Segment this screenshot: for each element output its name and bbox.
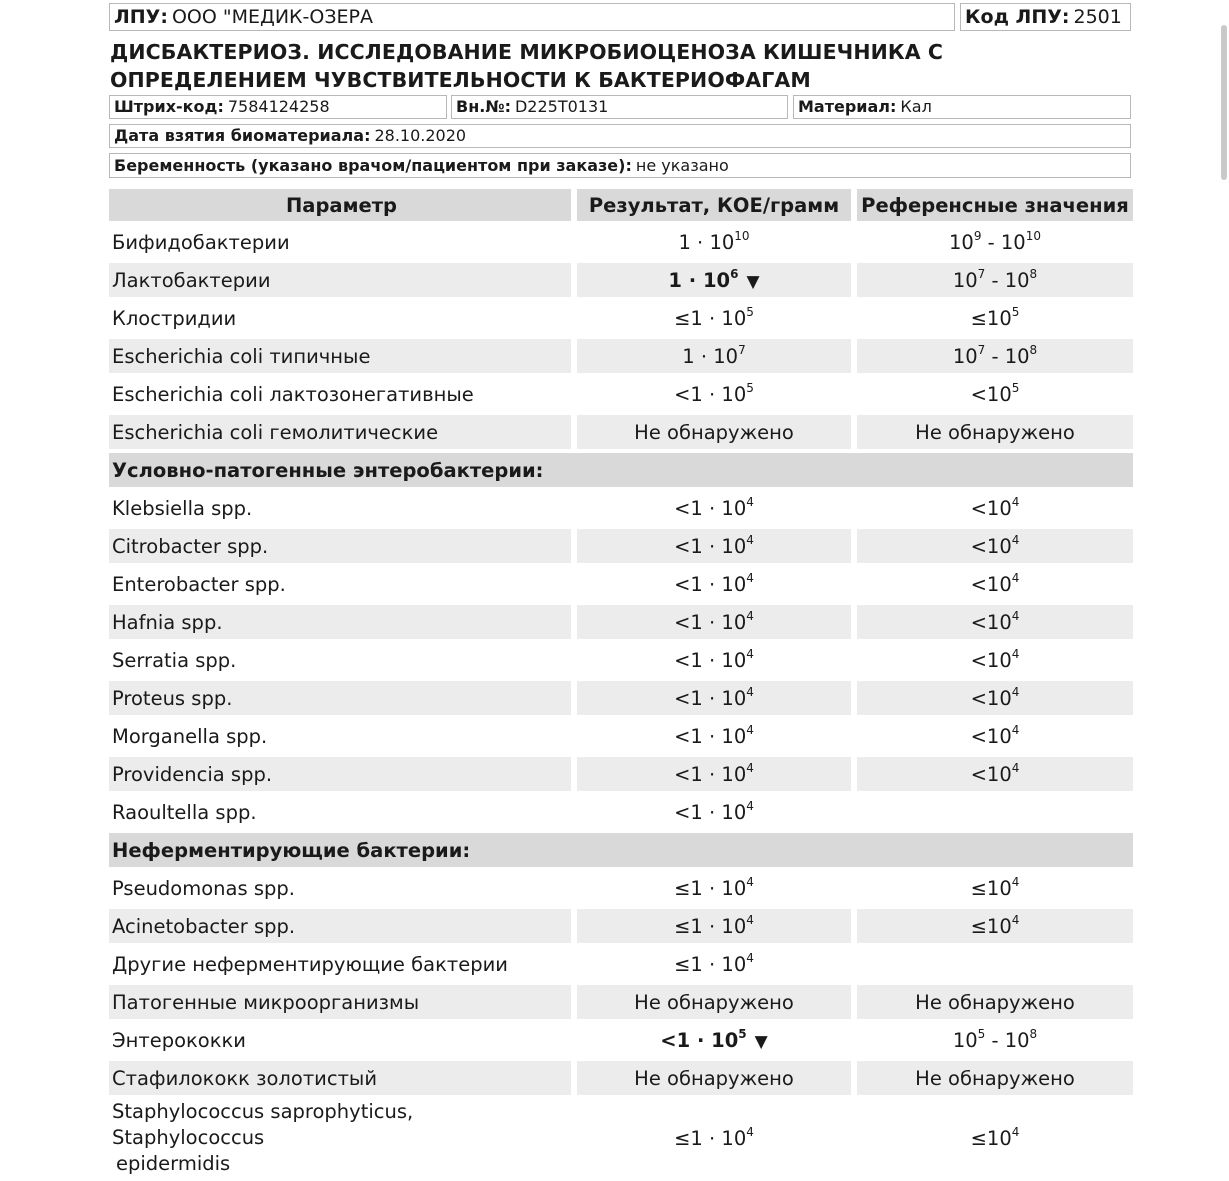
- table-row: [109, 225, 1133, 259]
- row-name: Патогенные микроорганизмы: [109, 985, 571, 1019]
- row-reference: $\le 10^4$: [857, 909, 1133, 943]
- row-name: Бифидобактерии: [112, 230, 290, 254]
- row-result: $\le 1 \cdot 10^5$: [674, 305, 754, 330]
- section-row: [109, 453, 1133, 487]
- below-normal-icon: ▼: [746, 271, 760, 292]
- header-reference: Референсные значения: [857, 189, 1133, 221]
- table-row: [109, 909, 1133, 943]
- row-result: $<1 \cdot 10^4$: [674, 571, 754, 596]
- row-result: $<1 \cdot 10^4$: [577, 757, 851, 791]
- row-name: Escherichia coli гемолитические: [109, 415, 571, 449]
- inner-number-value: D225T0131: [514, 97, 609, 116]
- row-name: Providencia spp.: [109, 757, 571, 791]
- row-name: Стафилококк золотистый: [109, 1061, 571, 1095]
- table-row: [109, 795, 1133, 829]
- row-result: $1 \cdot 10^7$: [577, 339, 851, 373]
- row-name: Morganella spp.: [112, 724, 268, 748]
- pregnancy-value: не указано: [635, 155, 729, 175]
- row-name: Энтерококки: [112, 1028, 246, 1052]
- table-row: [109, 263, 1133, 297]
- row-reference: $<10^4$: [970, 571, 1020, 596]
- table-row: [109, 301, 1133, 335]
- table-row: [109, 339, 1133, 373]
- row-result: $\le 1 \cdot 10^4$: [577, 909, 851, 943]
- row-reference: $<10^4$: [857, 681, 1133, 715]
- collection-date-field: [109, 124, 1131, 148]
- results-table: [109, 185, 1133, 1181]
- row-reference: Не обнаружено: [857, 985, 1133, 1019]
- row-result: $1 \cdot 10^{10}$: [678, 229, 750, 254]
- table-row: [109, 985, 1133, 1019]
- row-reference: $\le 10^5$: [970, 305, 1020, 330]
- lpu-code-value: 2501: [1073, 5, 1122, 28]
- row-result: $<1 \cdot 10^4$: [674, 799, 754, 824]
- table-row: [109, 491, 1133, 525]
- row-name: Serratia spp.: [112, 648, 237, 672]
- collection-date-value: 28.10.2020: [374, 126, 467, 145]
- pregnancy-label: Беременность (указано врачом/пациентом при заказе):: [114, 155, 632, 175]
- row-reference: [857, 795, 1133, 829]
- row-result: Не обнаружено: [577, 415, 851, 449]
- material-field: [793, 95, 1131, 119]
- lpu-field: [109, 3, 955, 31]
- row-name: Hafnia spp.: [109, 605, 571, 639]
- table-row: [109, 1061, 1133, 1095]
- table-row: [109, 871, 1133, 905]
- table-header-row: [109, 189, 1133, 221]
- table-row: [109, 1023, 1133, 1057]
- row-reference: $<10^4$: [857, 605, 1133, 639]
- row-name: Лактобактерии: [109, 263, 571, 297]
- section-row: [109, 833, 1133, 867]
- row-result: $\le 1 \cdot 10^4$: [674, 875, 754, 900]
- inner-number-label: Вн.№:: [456, 97, 511, 116]
- row-reference: $<10^4$: [857, 757, 1133, 791]
- row-name: Raoultella spp.: [112, 800, 257, 824]
- material-label: Материал:: [798, 97, 897, 116]
- row-result: $\le 1 \cdot 10^4$: [674, 951, 754, 976]
- lpu-code-field: [960, 3, 1131, 31]
- table-row: [109, 415, 1133, 449]
- row-result: Не обнаружено: [577, 985, 851, 1019]
- row-reference: $<10^4$: [857, 529, 1133, 563]
- scrollbar[interactable]: [1221, 25, 1227, 180]
- row-result: Не обнаружено: [577, 1061, 851, 1095]
- row-reference: $<10^4$: [970, 723, 1020, 748]
- row-reference: $<10^4$: [970, 495, 1020, 520]
- table-row: [109, 719, 1133, 753]
- row-result: $1 \cdot 10^6$ ▼: [577, 263, 851, 297]
- table-row: [109, 567, 1133, 601]
- barcode-field: [109, 95, 447, 119]
- below-normal-icon: ▼: [754, 1031, 768, 1052]
- row-reference: Не обнаружено: [857, 415, 1133, 449]
- row-reference: $10^9 - 10^{10}$: [949, 229, 1041, 254]
- row-result: $<1 \cdot 10^4$: [674, 495, 754, 520]
- table-row: [109, 757, 1133, 791]
- row-result: $<1 \cdot 10^4$: [577, 529, 851, 563]
- table-row: [109, 1099, 1133, 1177]
- row-reference: [857, 947, 1133, 981]
- row-name: Proteus spp.: [109, 681, 571, 715]
- document-title: ДИСБАКТЕРИОЗ. ИССЛЕДОВАНИЕ МИКРОБИОЦЕНОЗА КИШЕЧНИКА С ОПРЕДЕЛЕНИЕМ ЧУВСТВИТЕЛЬНОСТИ К БАКТЕРИОФАГАМ: [110, 40, 944, 92]
- table-row: [109, 947, 1133, 981]
- row-name: Escherichia coli типичные: [109, 339, 571, 373]
- row-name: Pseudomonas spp.: [112, 876, 295, 900]
- table-row: [109, 529, 1133, 563]
- inner-number-field: [451, 95, 788, 119]
- barcode-label: Штрих-код:: [114, 97, 224, 116]
- section-title-opportunistic: Условно-патогенные энтеробактерии:: [109, 453, 1133, 487]
- row-reference: $10^7 - 10^8$: [857, 263, 1133, 297]
- row-name: Klebsiella spp.: [112, 496, 253, 520]
- row-name: Acinetobacter spp.: [109, 909, 571, 943]
- row-reference: Не обнаружено: [857, 1061, 1133, 1095]
- row-name: Citrobacter spp.: [109, 529, 571, 563]
- row-name: Клостридии: [112, 306, 237, 330]
- header-parameter: Параметр: [109, 189, 571, 221]
- row-reference: $\le 10^4$: [970, 1125, 1020, 1150]
- row-reference: $10^7 - 10^8$: [857, 339, 1133, 373]
- table-row: [109, 643, 1133, 677]
- material-value: Кал: [900, 97, 932, 116]
- row-result: $<1 \cdot 10^4$: [577, 605, 851, 639]
- row-result: $<1 \cdot 10^4$: [674, 723, 754, 748]
- row-reference: $<10^5$: [970, 381, 1020, 406]
- row-result: $<1 \cdot 10^4$: [674, 647, 754, 672]
- collection-date-label: Дата взятия биоматериала:: [114, 126, 371, 145]
- row-name: Escherichia coli лактозонегативные: [112, 382, 474, 406]
- lpu-value: ООО "МЕДИК-ОЗЕРА: [171, 5, 373, 28]
- row-result: $<1 \cdot 10^5$: [674, 381, 754, 406]
- table-row: [109, 377, 1133, 411]
- row-reference: $10^5 - 10^8$: [952, 1027, 1038, 1052]
- row-reference: $\le 10^4$: [970, 875, 1020, 900]
- row-name: Staphylococcus saprophyticus, Staphylococcus epidermidis: [112, 1100, 414, 1175]
- row-name: Другие неферментирующие бактерии: [112, 952, 508, 976]
- barcode-value: 7584124258: [227, 97, 330, 116]
- row-result: $<1 \cdot 10^5$ ▼: [660, 1027, 768, 1052]
- table-row: [109, 681, 1133, 715]
- row-reference: $<10^4$: [970, 647, 1020, 672]
- lpu-code-label: Код ЛПУ:: [965, 5, 1070, 28]
- row-result: $\le 1 \cdot 10^4$: [674, 1125, 754, 1150]
- row-result: $<1 \cdot 10^4$: [577, 681, 851, 715]
- pregnancy-field: [109, 153, 1131, 178]
- lpu-label: ЛПУ:: [114, 5, 168, 28]
- section-title-nonfermenting: Неферментирующие бактерии:: [109, 833, 1133, 867]
- row-name: Enterobacter spp.: [112, 572, 286, 596]
- table-row: [109, 605, 1133, 639]
- header-result: Результат, КОЕ/грамм: [577, 189, 851, 221]
